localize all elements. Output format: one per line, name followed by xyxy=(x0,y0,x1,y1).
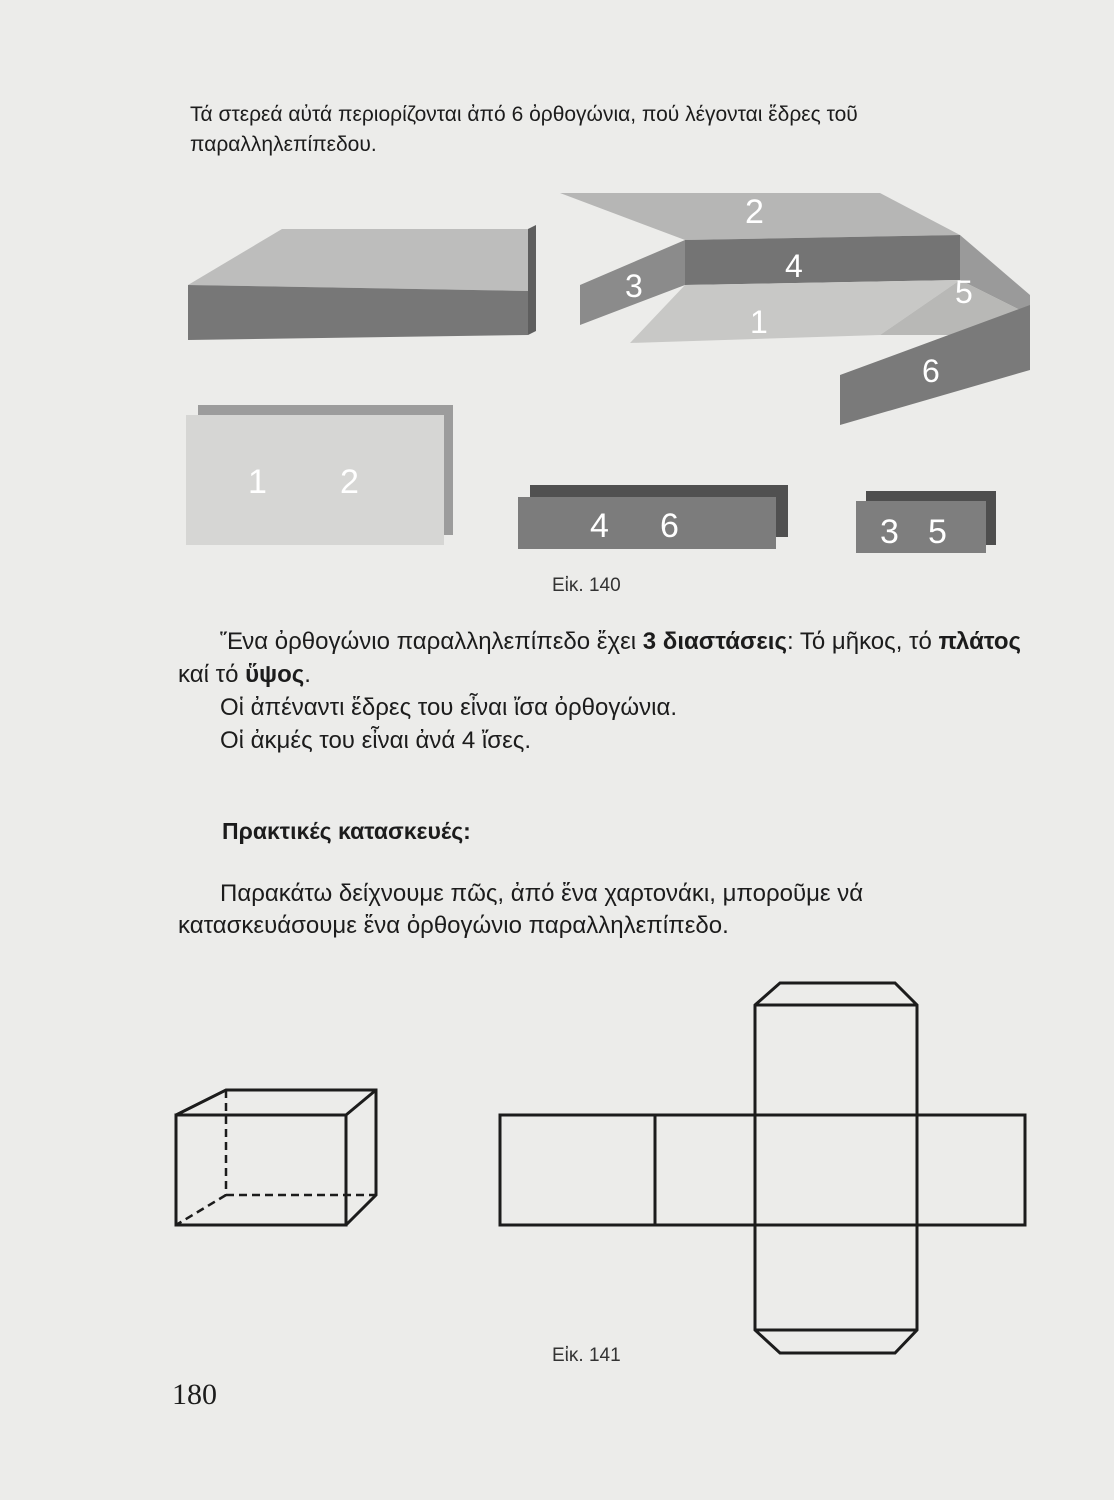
face-pair-1-2 xyxy=(186,405,453,545)
box-net xyxy=(495,975,1035,1360)
intro-paragraph: Τά στερεά αὐτά περιορίζονται ἀπό 6 ὀρθογώνια, πού λέγονται ἕδρες τοῦ παραλληλεπίπεδου. xyxy=(190,103,858,156)
practical-heading: Πρακτικές κατασκευές: xyxy=(222,818,471,844)
page-number: 180 xyxy=(172,1378,217,1411)
practical-paragraph: Παρακάτω δείχνουμε πῶς, ἀπό ἕνα χαρτονάκι, μποροῦμε νά κατασκευάσουμε ἕνα ὀρθογώνιο παραλληλεπίπεδο. xyxy=(178,880,864,939)
face-label-back: 4 xyxy=(785,248,803,284)
definition-block xyxy=(178,625,1038,757)
face-label-left: 3 xyxy=(625,268,643,304)
pair-label-4: 4 xyxy=(590,507,609,545)
edges-statement: Οἱ ἀκμές του εἶναι ἀνά 4 ἴσες. xyxy=(220,727,532,754)
opposite-faces-statement: Οἱ ἀπέναντι ἕδρες του εἶναι ἴσα ὀρθογώνια. xyxy=(220,694,677,721)
dimensions-term: 3 διαστάσεις xyxy=(642,628,787,655)
pair-label-3: 3 xyxy=(880,513,899,551)
face-label-top: 2 xyxy=(745,193,764,231)
pair-label-6: 6 xyxy=(660,507,679,545)
figure-141-caption: Εἰκ. 141 xyxy=(552,1345,621,1366)
figure-140-illustration xyxy=(180,185,1040,575)
wireframe-box xyxy=(168,1085,383,1235)
face-label-front: 1 xyxy=(750,304,768,340)
closed-box xyxy=(188,225,536,340)
height-term: ὕψος xyxy=(245,661,305,688)
figure-140-caption: Εἰκ. 140 xyxy=(552,575,621,596)
face-label-right: 5 xyxy=(955,274,973,310)
pair-label-1: 1 xyxy=(248,463,267,501)
definition-and: καί τό xyxy=(178,661,246,688)
pair-label-5: 5 xyxy=(928,513,947,551)
definition-sentence xyxy=(178,625,1038,691)
width-term: πλάτος xyxy=(938,628,1022,655)
face-pair-3-5 xyxy=(856,491,996,553)
unfolded-box xyxy=(560,193,1030,425)
pair-label-2: 2 xyxy=(340,463,359,501)
face-label-flap: 6 xyxy=(922,353,940,389)
definition-text-mid: : Τό μῆκος, τό xyxy=(786,628,939,655)
face-pair-4-6 xyxy=(518,485,788,549)
definition-period: . xyxy=(304,661,311,688)
definition-text: Ἕνα ὀρθογώνιο παραλληλεπίπεδο ἔχει xyxy=(220,628,643,655)
